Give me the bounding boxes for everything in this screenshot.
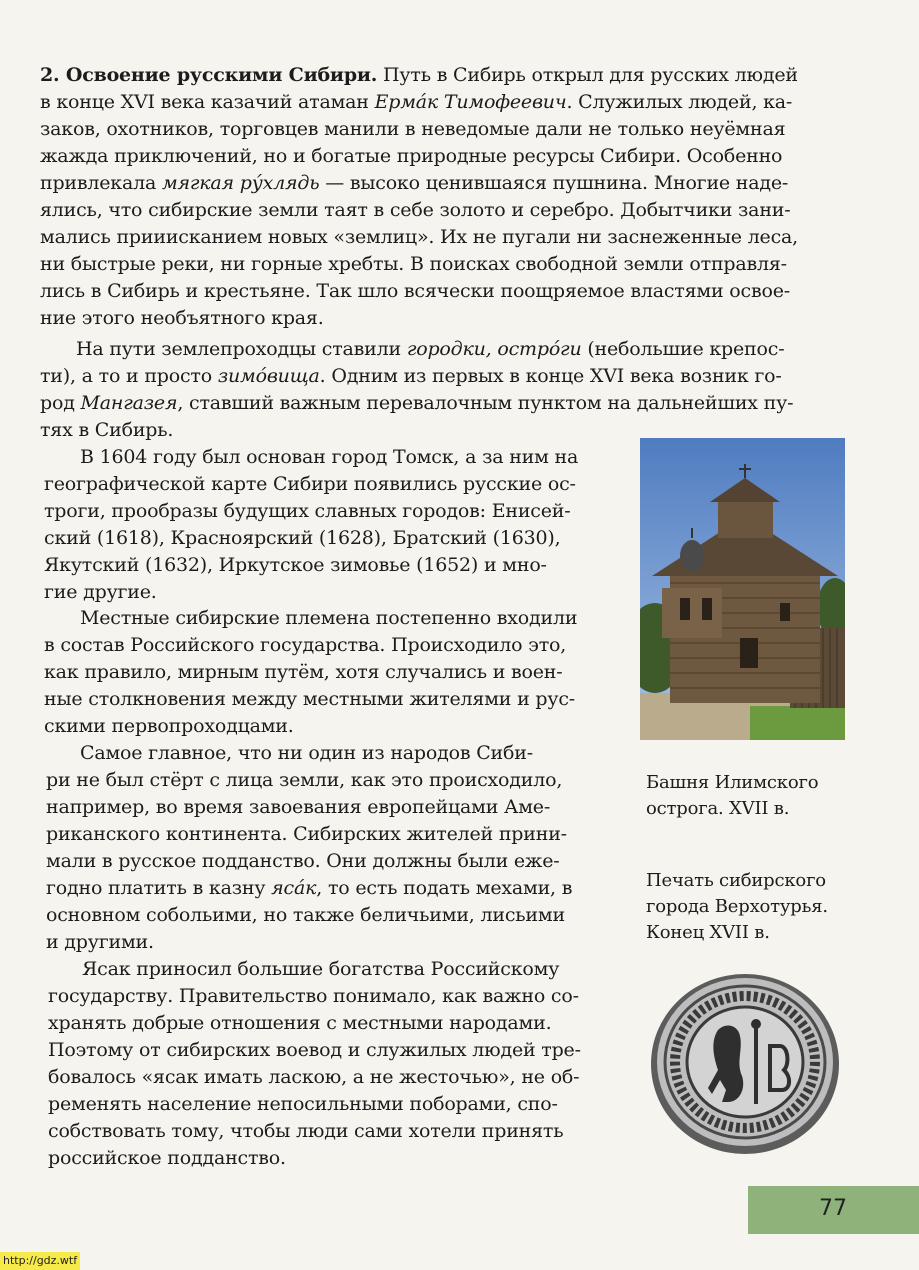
text-line: собствовать тому, чтобы люди сами хотели принять (48, 1120, 564, 1142)
text-line: ние этого необъятного края. (40, 307, 324, 329)
text-fragment: род (40, 392, 81, 414)
text-line: заков, охотников, торговцев манили в неведомые дали не только неуёмная (40, 118, 786, 140)
text-fragment: На пути землепроходцы ставили (76, 338, 407, 360)
text-line: и другими. (46, 931, 154, 953)
text-line: риканского континента. Сибирских жителей прини- (46, 823, 567, 845)
text-line: Поэтому от сибирских воевод и служилых людей тре- (48, 1039, 581, 1061)
text-line (46, 875, 572, 901)
text-line: в состав Российского государства. Происходило это, (44, 634, 567, 656)
text-fragment: — высоко ценившаяся пушнина. Многие наде- (319, 172, 789, 194)
text-fragment: годно платить в казну (46, 877, 272, 899)
text-line (40, 62, 798, 88)
text-line: российское подданство. (48, 1147, 286, 1169)
seal-caption-line: Конец XVII в. (646, 922, 770, 943)
tower-caption-line: острога. XVII в. (646, 798, 790, 819)
page-number: 77 (819, 1196, 847, 1221)
tower-caption-line: Башня Илимского (646, 772, 819, 793)
text-fragment: в конце XVI века казачий атаман (40, 91, 375, 113)
text-fragment: Путь в Сибирь открыл для русских людей (377, 64, 798, 86)
text-line: бовалось «ясак имать ласкою, а не жесточью», не об- (48, 1066, 580, 1088)
italic-term: зимо́вища (217, 365, 320, 387)
text-line: ни быстрые реки, ни горные хребты. В поисках свободной земли отправля- (40, 253, 787, 275)
text-line: географической карте Сибири появились русские ос- (44, 473, 576, 495)
text-line: В 1604 году был основан город Томск, а за ним на (80, 446, 579, 468)
text-line: жажда приключений, но и богатые природные ресурсы Сибири. Особенно (40, 145, 783, 167)
text-fragment: привлекала (40, 172, 162, 194)
text-fragment: ти), а то и просто (40, 365, 218, 387)
text-line: Ясак приносил большие богатства Российскому (82, 958, 560, 980)
text-line: ри не был стёрт с лица земли, как это происходило, (46, 769, 563, 791)
text-line: ные столкновения между местными жителями и рус- (44, 688, 576, 710)
italic-term: мягкая ру́хлядь (161, 172, 320, 194)
text-line (40, 363, 782, 389)
text-line: Местные сибирские племена постепенно входили (80, 607, 578, 629)
section-heading: 2. Освоение русскими Сибири. (40, 64, 378, 86)
wooden-tower-image (640, 438, 845, 740)
text-line: ялись, что сибирские земли таят в себе золото и серебро. Добытчики зани- (40, 199, 791, 221)
text-line: мались прииисканием новых «землиц». Их не пугали ни заснеженные леса, (40, 226, 799, 248)
italic-term: городки, остро́ги (406, 338, 582, 360)
text-line: мали в русское подданство. Они должны были еже- (46, 850, 560, 872)
text-line (40, 390, 793, 416)
text-line (40, 170, 788, 196)
text-fragment: (небольшие крепос- (581, 338, 785, 360)
text-line: гие другие. (44, 581, 157, 603)
text-line (76, 336, 784, 362)
seal-caption-line: города Верхотурья. (646, 896, 828, 917)
italic-term: Мангазея (80, 392, 178, 414)
text-line: троги, прообразы будущих славных городов: Енисей- (44, 500, 571, 522)
text-line: ский (1618), Красноярский (1628), Братский (1630), (44, 527, 561, 549)
text-line: государству. Правительство понимало, как важно со- (48, 985, 579, 1007)
text-line: например, во время завоевания европейцами Аме- (46, 796, 551, 818)
text-line: скими первопроходцами. (44, 715, 294, 737)
text-fragment: . Одним из первых в конце XVI века возник го- (319, 365, 782, 387)
verkhoturye-seal-image (648, 970, 842, 1156)
text-line: основном собольими, но также беличьими, лисьими (46, 904, 565, 926)
tower-photo (640, 438, 845, 740)
text-line (40, 89, 792, 115)
text-line: Якутский (1632), Иркутское зимовье (1652) и мно- (44, 554, 547, 576)
text-line: лись в Сибирь и крестьяне. Так шло всячески поощряемое властями освое- (40, 280, 790, 302)
text-line: хранять добрые отношения с местными народами. (48, 1012, 552, 1034)
text-fragment: , то есть подать мехами, в (316, 877, 573, 899)
italic-term: яса́к (271, 877, 317, 899)
text-fragment: . Служилых людей, ка- (566, 91, 793, 113)
text-line: ременять население непосильными поборами, спо- (48, 1093, 558, 1115)
seal-caption-line: Печать сибирского (646, 870, 826, 891)
watermark-link[interactable]: http://gdz.wtf (0, 1252, 80, 1270)
text-line: тях в Сибирь. (40, 419, 174, 441)
page-number-box (748, 1186, 919, 1234)
seal-icon (648, 970, 842, 1156)
text-fragment: , ставший важным перевалочным пунктом на дальнейших пу- (177, 392, 794, 414)
text-line: Самое главное, что ни один из народов Сиби- (80, 742, 533, 764)
text-line: как правило, мирным путём, хотя случались и воен- (44, 661, 563, 683)
italic-term: Ерма́к Тимофеевич (374, 91, 567, 113)
